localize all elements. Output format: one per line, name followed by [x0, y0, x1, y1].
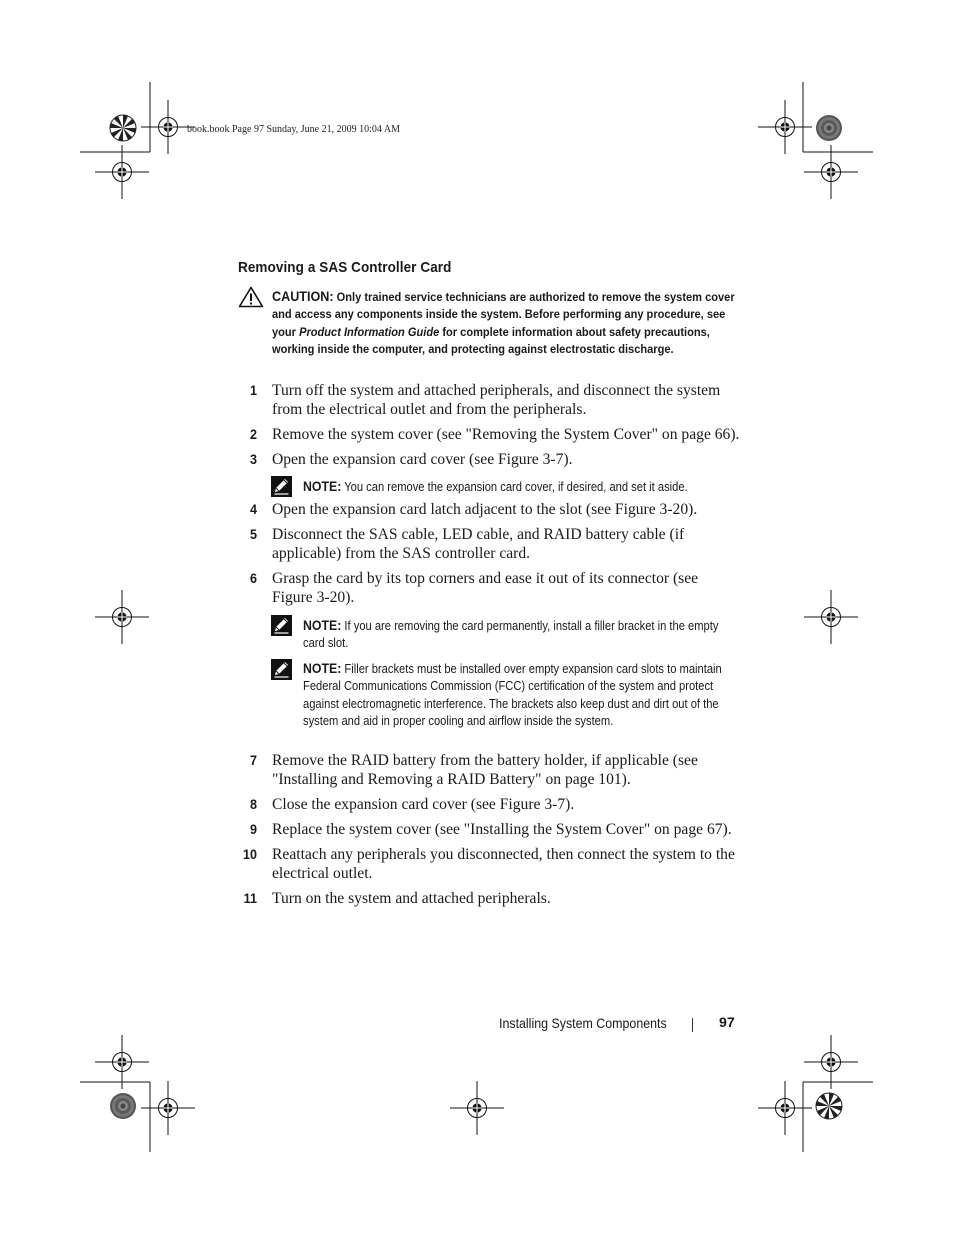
step-text: Close the expansion card cover (see Figure 3-7).: [272, 796, 575, 813]
step-number: 3: [249, 451, 257, 467]
note-text: [303, 660, 725, 730]
note-body: You can remove the expansion card cover, if desired, and set it aside.: [341, 480, 688, 494]
note-pencil-icon: [271, 476, 292, 497]
step-text: Remove the RAID battery from the battery holder, if applicable (see "Installing and Removing a RAID Battery" on page 101).: [272, 752, 698, 789]
caution-text: [272, 288, 740, 359]
note-text: [303, 617, 725, 653]
note-label: NOTE:: [303, 660, 342, 676]
step-number: 6: [249, 570, 257, 586]
caution-text-after: for complete information about safety precautions, working inside the computer, and protecting against electrostatic discharge.: [272, 324, 710, 357]
note-label: NOTE:: [303, 478, 342, 494]
note-pencil-icon: [271, 615, 292, 636]
note-label: NOTE:: [303, 617, 342, 633]
step-number: 2: [249, 426, 257, 442]
note-body: Filler brackets must be installed over empty expansion card slots to maintain Federal Communications Commission (FCC) certification of the system and protect against electromagnetic interference. The brackets also keep dust and dirt out of the system and aid in proper cooling and airflow inside the system.: [303, 662, 722, 728]
note-body: If you are removing the card permanently, install a filler bracket in the empty card slot.: [303, 619, 719, 651]
step-number: 1: [249, 382, 257, 398]
note-pencil-icon: [271, 659, 292, 680]
step-text: Reattach any peripherals you disconnected, then connect the system to the electrical outlet.: [272, 846, 735, 883]
caution-guide-title: Product Information Guide: [299, 324, 440, 339]
step-number: 5: [249, 526, 257, 542]
step-text: Open the expansion card cover (see Figure 3-7).: [272, 451, 573, 468]
step-number: 10: [242, 846, 257, 862]
print-slug: book.book Page 97 Sunday, June 21, 2009 10:04 AM: [187, 124, 400, 135]
warning-triangle-icon: [238, 286, 264, 308]
step-number: 11: [243, 890, 257, 906]
step-text: Remove the system cover (see "Removing the System Cover" on page 66).: [272, 426, 740, 443]
step-number: 8: [249, 796, 257, 812]
step-text: Replace the system cover (see "Installing the System Cover" on page 67).: [272, 821, 732, 838]
section-heading: Removing a SAS Controller Card: [238, 259, 452, 276]
caution-label: CAUTION:: [272, 288, 334, 304]
step-text: Grasp the card by its top corners and ease it out of its connector (see Figure 3-20).: [272, 570, 699, 607]
step-text: Turn off the system and attached peripherals, and disconnect the system from the electrical outlet and from the peripherals.: [272, 382, 721, 419]
step-text: Turn on the system and attached peripherals.: [272, 890, 551, 907]
step-number: 9: [249, 821, 257, 837]
footer-section-label: Installing System Components: [499, 1016, 667, 1031]
page-number: 97: [719, 1015, 735, 1031]
note-text: [303, 478, 725, 496]
step-number: 7: [249, 752, 257, 768]
caution-text-before: Only trained service technicians are authorized to remove the system cover and access any components inside the system. Before performing any procedure, see your: [272, 290, 735, 339]
step-number: 4: [249, 501, 257, 517]
footer-divider: [692, 1018, 693, 1032]
step-text: Disconnect the SAS cable, LED cable, and RAID battery cable (if applicable) from the SAS controller card.: [272, 526, 685, 563]
step-text: Open the expansion card latch adjacent to the slot (see Figure 3-20).: [272, 501, 698, 518]
